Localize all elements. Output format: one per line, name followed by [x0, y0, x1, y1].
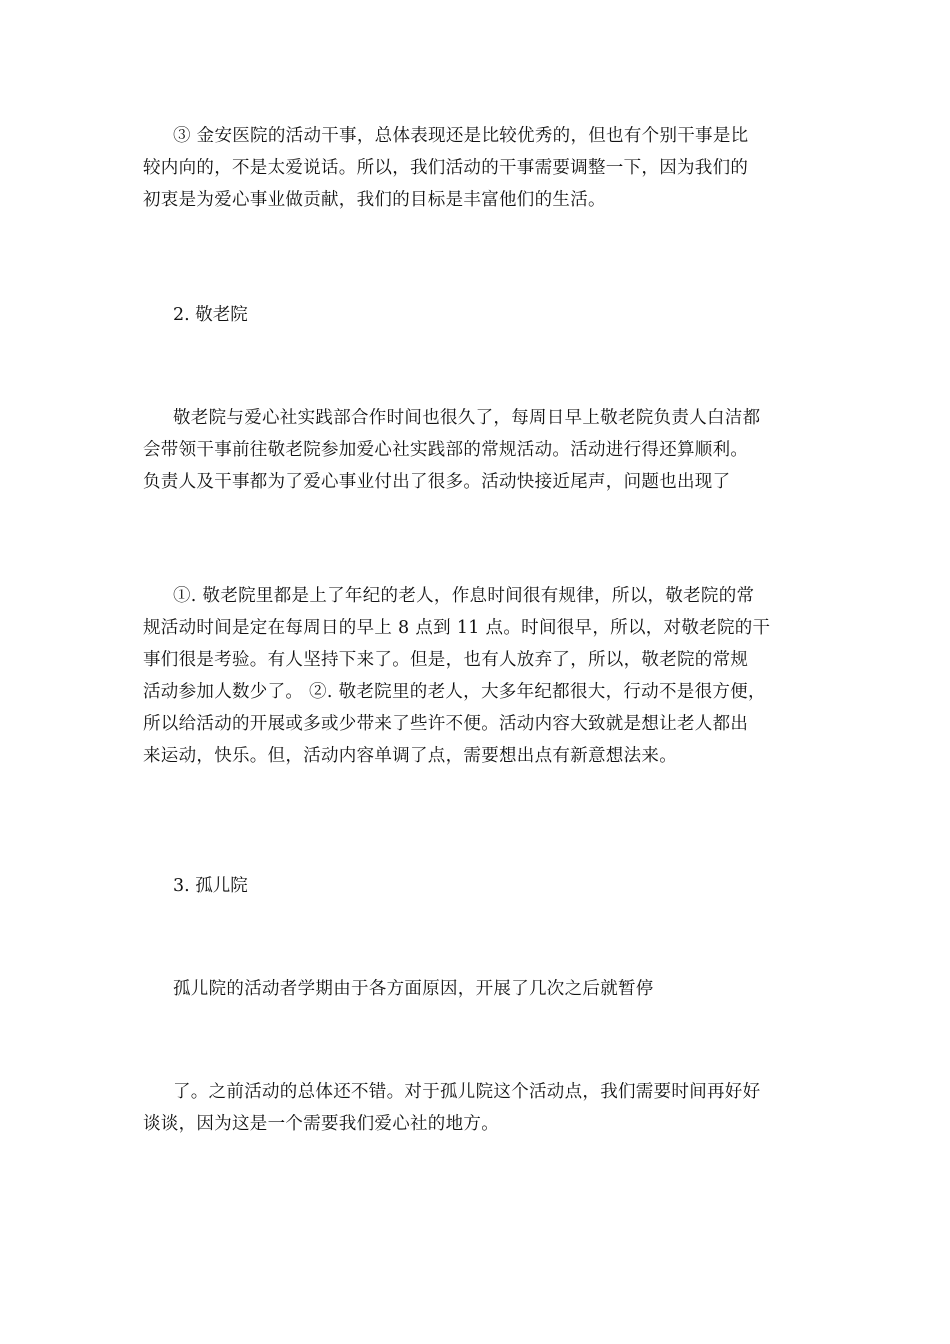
text-line: 了。之前活动的总体还不错。对于孤儿院这个活动点，我们需要时间再好好 — [173, 1082, 761, 1102]
text-line: ③ 金安医院的活动干事，总体表现还是比较优秀的，但也有个别干事是比 — [173, 126, 749, 146]
text-line: 较内向的，不是太爱说话。所以，我们活动的干事需要调整一下，因为我们的 — [143, 158, 749, 178]
text-line: 会带领干事前往敬老院参加爱心社实践部的常规活动。活动进行得还算顺利。 — [143, 440, 749, 460]
text-line: 规活动时间是定在每周日的早上 8 点到 11 点。时间很早，所以，对敬老院的干 — [143, 618, 771, 638]
text-line: 所以给活动的开展或多或少带来了些许不便。活动内容大致就是想让老人都出 — [143, 714, 749, 734]
paragraph-orphanage-intro — [143, 973, 813, 1005]
text-line: 来运动，快乐。但，活动内容单调了点，需要想出点有新意想法来。 — [143, 746, 677, 766]
section-heading-orphanage: 3. 孤儿院 — [173, 876, 248, 896]
paragraph-nursing-home-intro — [143, 402, 813, 498]
text-line: 初衷是为爱心事业做贡献，我们的目标是丰富他们的生活。 — [143, 190, 606, 210]
paragraph-jinan-hospital — [143, 120, 813, 216]
section-heading-nursing-home: 2. 敬老院 — [173, 305, 248, 325]
text-line: 负责人及干事都为了爱心事业付出了很多。活动快接近尾声，问题也出现了 — [143, 472, 731, 492]
text-line: 敬老院与爱心社实践部合作时间也很久了，每周日早上敬老院负责人白洁都 — [173, 408, 761, 428]
text-line: 活动参加人数少了。 ②. 敬老院里的老人，大多年纪都很大，行动不是很方便， — [143, 682, 766, 702]
text-line: 孤儿院的活动者学期由于各方面原因，开展了几次之后就暂停 — [173, 979, 654, 999]
text-line: ①. 敬老院里都是上了年纪的老人，作息时间很有规律，所以，敬老院的常 — [173, 586, 755, 606]
text-line: 谈谈，因为这是一个需要我们爱心社的地方。 — [143, 1114, 499, 1134]
paragraph-orphanage-summary — [143, 1076, 813, 1140]
paragraph-nursing-home-issues — [143, 580, 813, 772]
text-line: 事们很是考验。有人坚持下来了。但是，也有人放弃了，所以，敬老院的常规 — [143, 650, 749, 670]
